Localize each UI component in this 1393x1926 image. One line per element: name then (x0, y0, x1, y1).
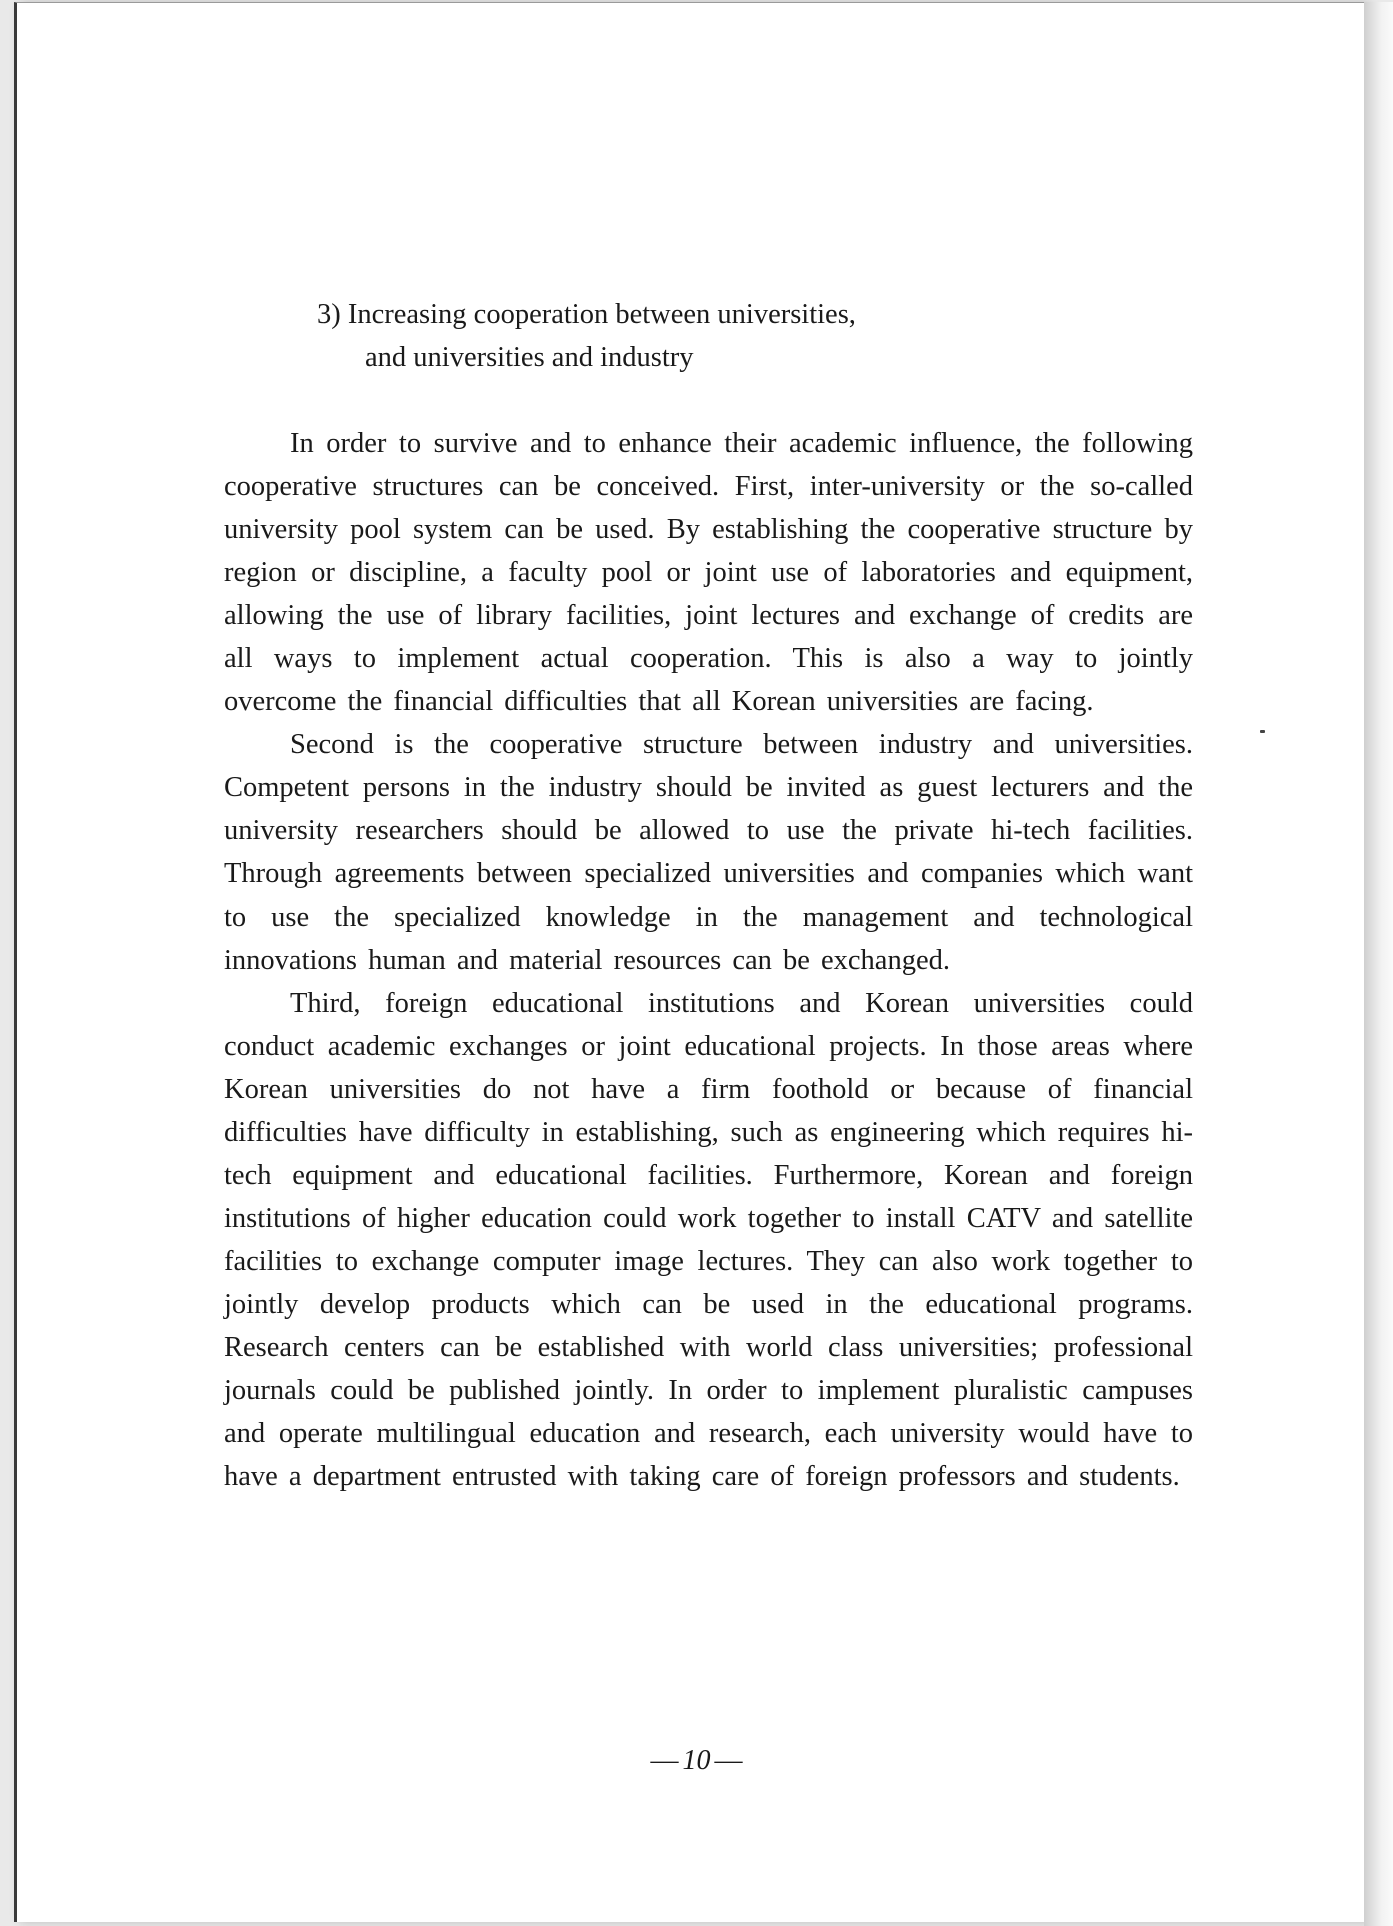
page-number-dash-right: — (714, 1745, 743, 1776)
section-heading (317, 293, 1017, 379)
page-number (0, 1743, 1393, 1779)
paragraph-1: In order to survive and to enhance their academic influence, the following cooperative structures can be conceived. First, inter-university or the so-called university pool system can be used. By establishing the cooperative structure by region or discipline, a faculty pool or joint use of laboratories and equipment, allowing the use of library facilities, joint lectures and exchange of credits are all ways to implement actual cooperation. This is also a way to jointly overcome the financial difficulties that all Korean universities are facing. (224, 428, 1193, 718)
section-heading-line-1: 3) Increasing cooperation between universities, (317, 299, 856, 330)
scan-speck (1260, 730, 1265, 733)
page-number-dash-left: — (650, 1745, 679, 1776)
document-page (14, 2, 1364, 1922)
paragraph-2: Second is the cooperative structure between industry and universities. Competent persons in the industry should be invited as guest lecturers and the university researchers should be allowed to use the private hi-tech facilities. Through agreements between specialized universities and companies which want to use the specialized knowledge in the management and technological innovations human and material resources can be exchanged. (224, 729, 1193, 976)
section-heading-line-2: and universities and industry (365, 342, 694, 373)
page-number-value: 10 (682, 1745, 711, 1776)
body-text (224, 422, 1193, 1498)
page-edge-shadow (1364, 2, 1393, 1926)
paragraph-3: Third, foreign educational institutions and Korean universities could conduct academic exchanges or joint educational projects. In those areas where Korean universities do not have a firm foothold or because of financial difficulties have difficulty in establishing, such as engineering which requires hi-tech equipment and educational facilities. Furthermore, Korean and foreign institutions of higher education could work together to install CATV and satellite facilities to exchange computer image lectures. They can also work together to jointly develop products which can be used in the educational programs. Research centers can be established with world class universities; professional journals could be published jointly. In order to implement pluralistic campuses and operate multilingual education and research, each university would have to have a department entrusted with taking care of foreign professors and students. (224, 987, 1193, 1493)
